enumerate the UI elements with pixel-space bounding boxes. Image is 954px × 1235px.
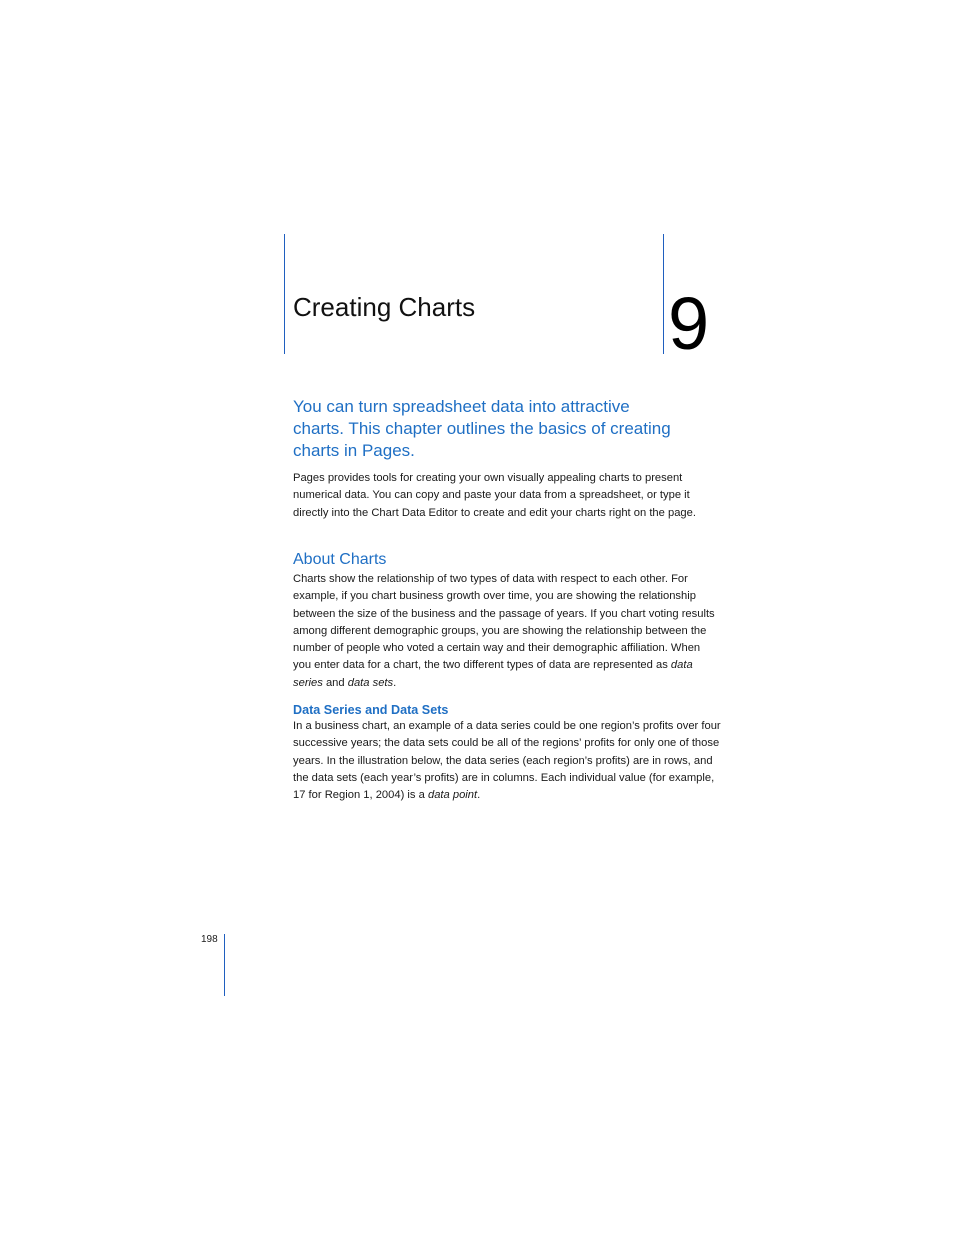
paragraph-line <box>293 787 733 804</box>
paragraph-line: number of people who voted a certain way and their demographic affiliation. When <box>293 642 701 655</box>
paragraph-line: Pages provides tools for creating your own visually appealing charts to present <box>293 472 683 484</box>
paragraph-line: In a business chart, an example of a data series could be one region’s profits over four <box>293 720 721 732</box>
chapter-title: Creating Charts <box>293 292 476 322</box>
paragraph-line: successive years; the data sets could be all of the regions’ profits for only one of those <box>293 737 720 750</box>
term-data-series-part2: series <box>293 676 323 689</box>
paragraph-line: example, if you chart business growth over time, you are showing the relationship <box>293 590 696 603</box>
chapter-rule-right <box>663 234 664 354</box>
paragraph-line: the data sets (each year’s profits) are in columns. Each individual value (for example, <box>293 771 715 784</box>
data-series-heading: Data Series and Data Sets <box>293 703 449 717</box>
intro-paragraph <box>293 470 733 522</box>
paragraph-line <box>293 657 733 674</box>
intro-line: charts in Pages. <box>293 441 415 460</box>
paragraph-line: directly into the Chart Data Editor to create and edit your charts right on the page. <box>293 506 696 519</box>
intro-line: You can turn spreadsheet data into attractive <box>293 397 630 416</box>
intro-line: charts. This chapter outlines the basics of creating <box>293 419 671 438</box>
term-data-sets: data sets <box>347 676 394 689</box>
chapter-number: 9 <box>668 282 710 365</box>
paragraph-line: among different demographic groups, you are showing the relationship between the <box>293 624 707 637</box>
chapter-rule-left <box>284 234 285 354</box>
page-number: 198 <box>201 934 218 945</box>
paragraph-line: years. In the illustration below, the data series (each region’s profits) are in rows, and <box>293 754 713 767</box>
paragraph-line <box>293 675 733 692</box>
data-series-paragraph <box>293 718 733 804</box>
paragraph-line: Charts show the relationship of two types of data with respect to each other. For <box>293 573 688 585</box>
paragraph-text: . <box>393 676 397 689</box>
paragraph-text: . <box>477 789 481 802</box>
footer-rule <box>224 934 225 996</box>
term-data-series-part1: data <box>670 659 693 672</box>
about-charts-paragraph <box>293 571 733 692</box>
about-charts-heading: About Charts <box>293 551 387 568</box>
paragraph-text: you enter data for a chart, the two different types of data are represented as <box>293 659 671 672</box>
paragraph-text: and <box>322 676 348 689</box>
paragraph-line: between the size of the business and the passage of years. If you chart voting results <box>293 607 715 620</box>
chapter-intro <box>293 396 713 462</box>
paragraph-line: numerical data. You can copy and paste your data from a spreadsheet, or type it <box>293 489 690 502</box>
paragraph-text: 17 for Region 1, 2004) is a <box>293 789 428 802</box>
term-data-point: data point <box>427 789 478 802</box>
